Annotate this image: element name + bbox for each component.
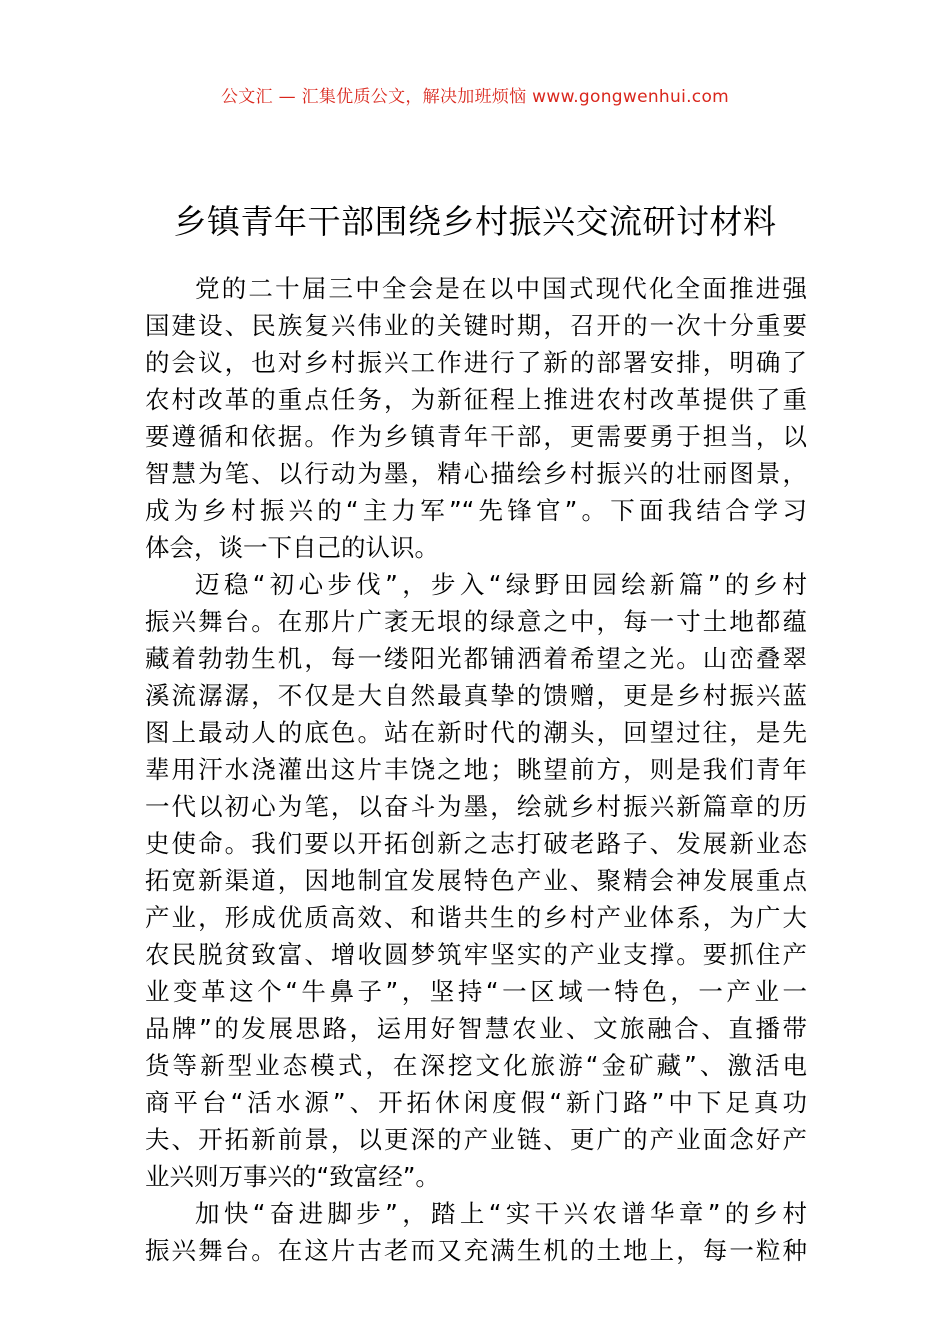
paragraph-line: 成为乡村振兴的“主力军”“先锋官”。下面我结合学习 [145,496,807,525]
paragraph-line: 农民脱贫致富、增收圆梦筑牢坚实的产业支撑。要抓住产 [145,940,807,969]
paragraph-line: 党的二十届三中全会是在以中国式现代化全面推进强 [195,274,807,303]
paragraph-line: 业变革这个“牛鼻子”，坚持“一区域一特色，一产业一 [145,977,807,1006]
paragraph-line: 藏着勃勃生机，每一缕阳光都铺洒着希望之光。山峦叠翠 [145,644,807,673]
paragraph-line: 智慧为笔、以行动为墨，精心描绘乡村振兴的壮丽图景， [145,459,807,488]
paragraph-line: 迈稳“初心步伐”，步入“绿野田园绘新篇”的乡村 [195,570,807,599]
paragraph-line: 加快“奋进脚步”，踏上“实干兴农谱华章”的乡村 [195,1199,807,1228]
paragraph-line: 辈用汗水浇灌出这片丰饶之地；眺望前方，则是我们青年 [145,755,807,784]
paragraph-line: 产业，形成优质高效、和谐共生的乡村产业体系，为广大 [145,903,807,932]
paragraph-3 [145,1195,807,1269]
paragraph-line: 溪流潺潺，不仅是大自然最真挚的馈赠，更是乡村振兴蓝 [145,681,807,710]
document-body [145,270,807,1269]
document-title: 乡镇青年干部围绕乡村振兴交流研讨材料 [173,202,777,242]
paragraph-line: 振兴舞台。在这片古老而又充满生机的土地上，每一粒种 [145,1236,807,1265]
paragraph-line: 农村改革的重点任务，为新征程上推进农村改革提供了重 [145,385,807,414]
paragraph-line: 体会，谈一下自己的认识。 [145,533,439,562]
paragraph-line: 图上最动人的底色。站在新时代的潮头，回望过往，是先 [145,718,807,747]
paragraph-line: 业兴则万事兴的“致富经”。 [145,1162,440,1191]
paragraph-line: 国建设、民族复兴伟业的关键时期，召开的一次十分重要 [145,311,807,340]
paragraph-line: 品牌”的发展思路，运用好智慧农业、文旅融合、直播带 [145,1014,807,1043]
paragraph-2 [145,566,807,1195]
paragraph-line: 要遵循和依据。作为乡镇青年干部，更需要勇于担当，以 [145,422,807,451]
paragraph-line: 夫、开拓新前景，以更深的产业链、更广的产业面念好产 [145,1125,807,1154]
site-header-banner: 公文汇 — 汇集优质公文，解决加班烦恼 www.gongwenhui.com [220,87,730,107]
paragraph-line: 商平台“活水源”、开拓休闲度假“新门路”中下足真功 [145,1088,807,1117]
paragraph-line: 振兴舞台。在那片广袤无垠的绿意之中，每一寸土地都蕴 [145,607,807,636]
paragraph-line: 拓宽新渠道，因地制宜发展特色产业、聚精会神发展重点 [145,866,807,895]
paragraph-1 [145,270,807,566]
paragraph-line: 的会议，也对乡村振兴工作进行了新的部署安排，明确了 [145,348,807,377]
paragraph-line: 货等新型业态模式，在深挖文化旅游“金矿藏”、激活电 [145,1051,807,1080]
paragraph-line: 史使命。我们要以开拓创新之志打破老路子、发展新业态 [145,829,807,858]
paragraph-line: 一代以初心为笔，以奋斗为墨，绘就乡村振兴新篇章的历 [145,792,807,821]
